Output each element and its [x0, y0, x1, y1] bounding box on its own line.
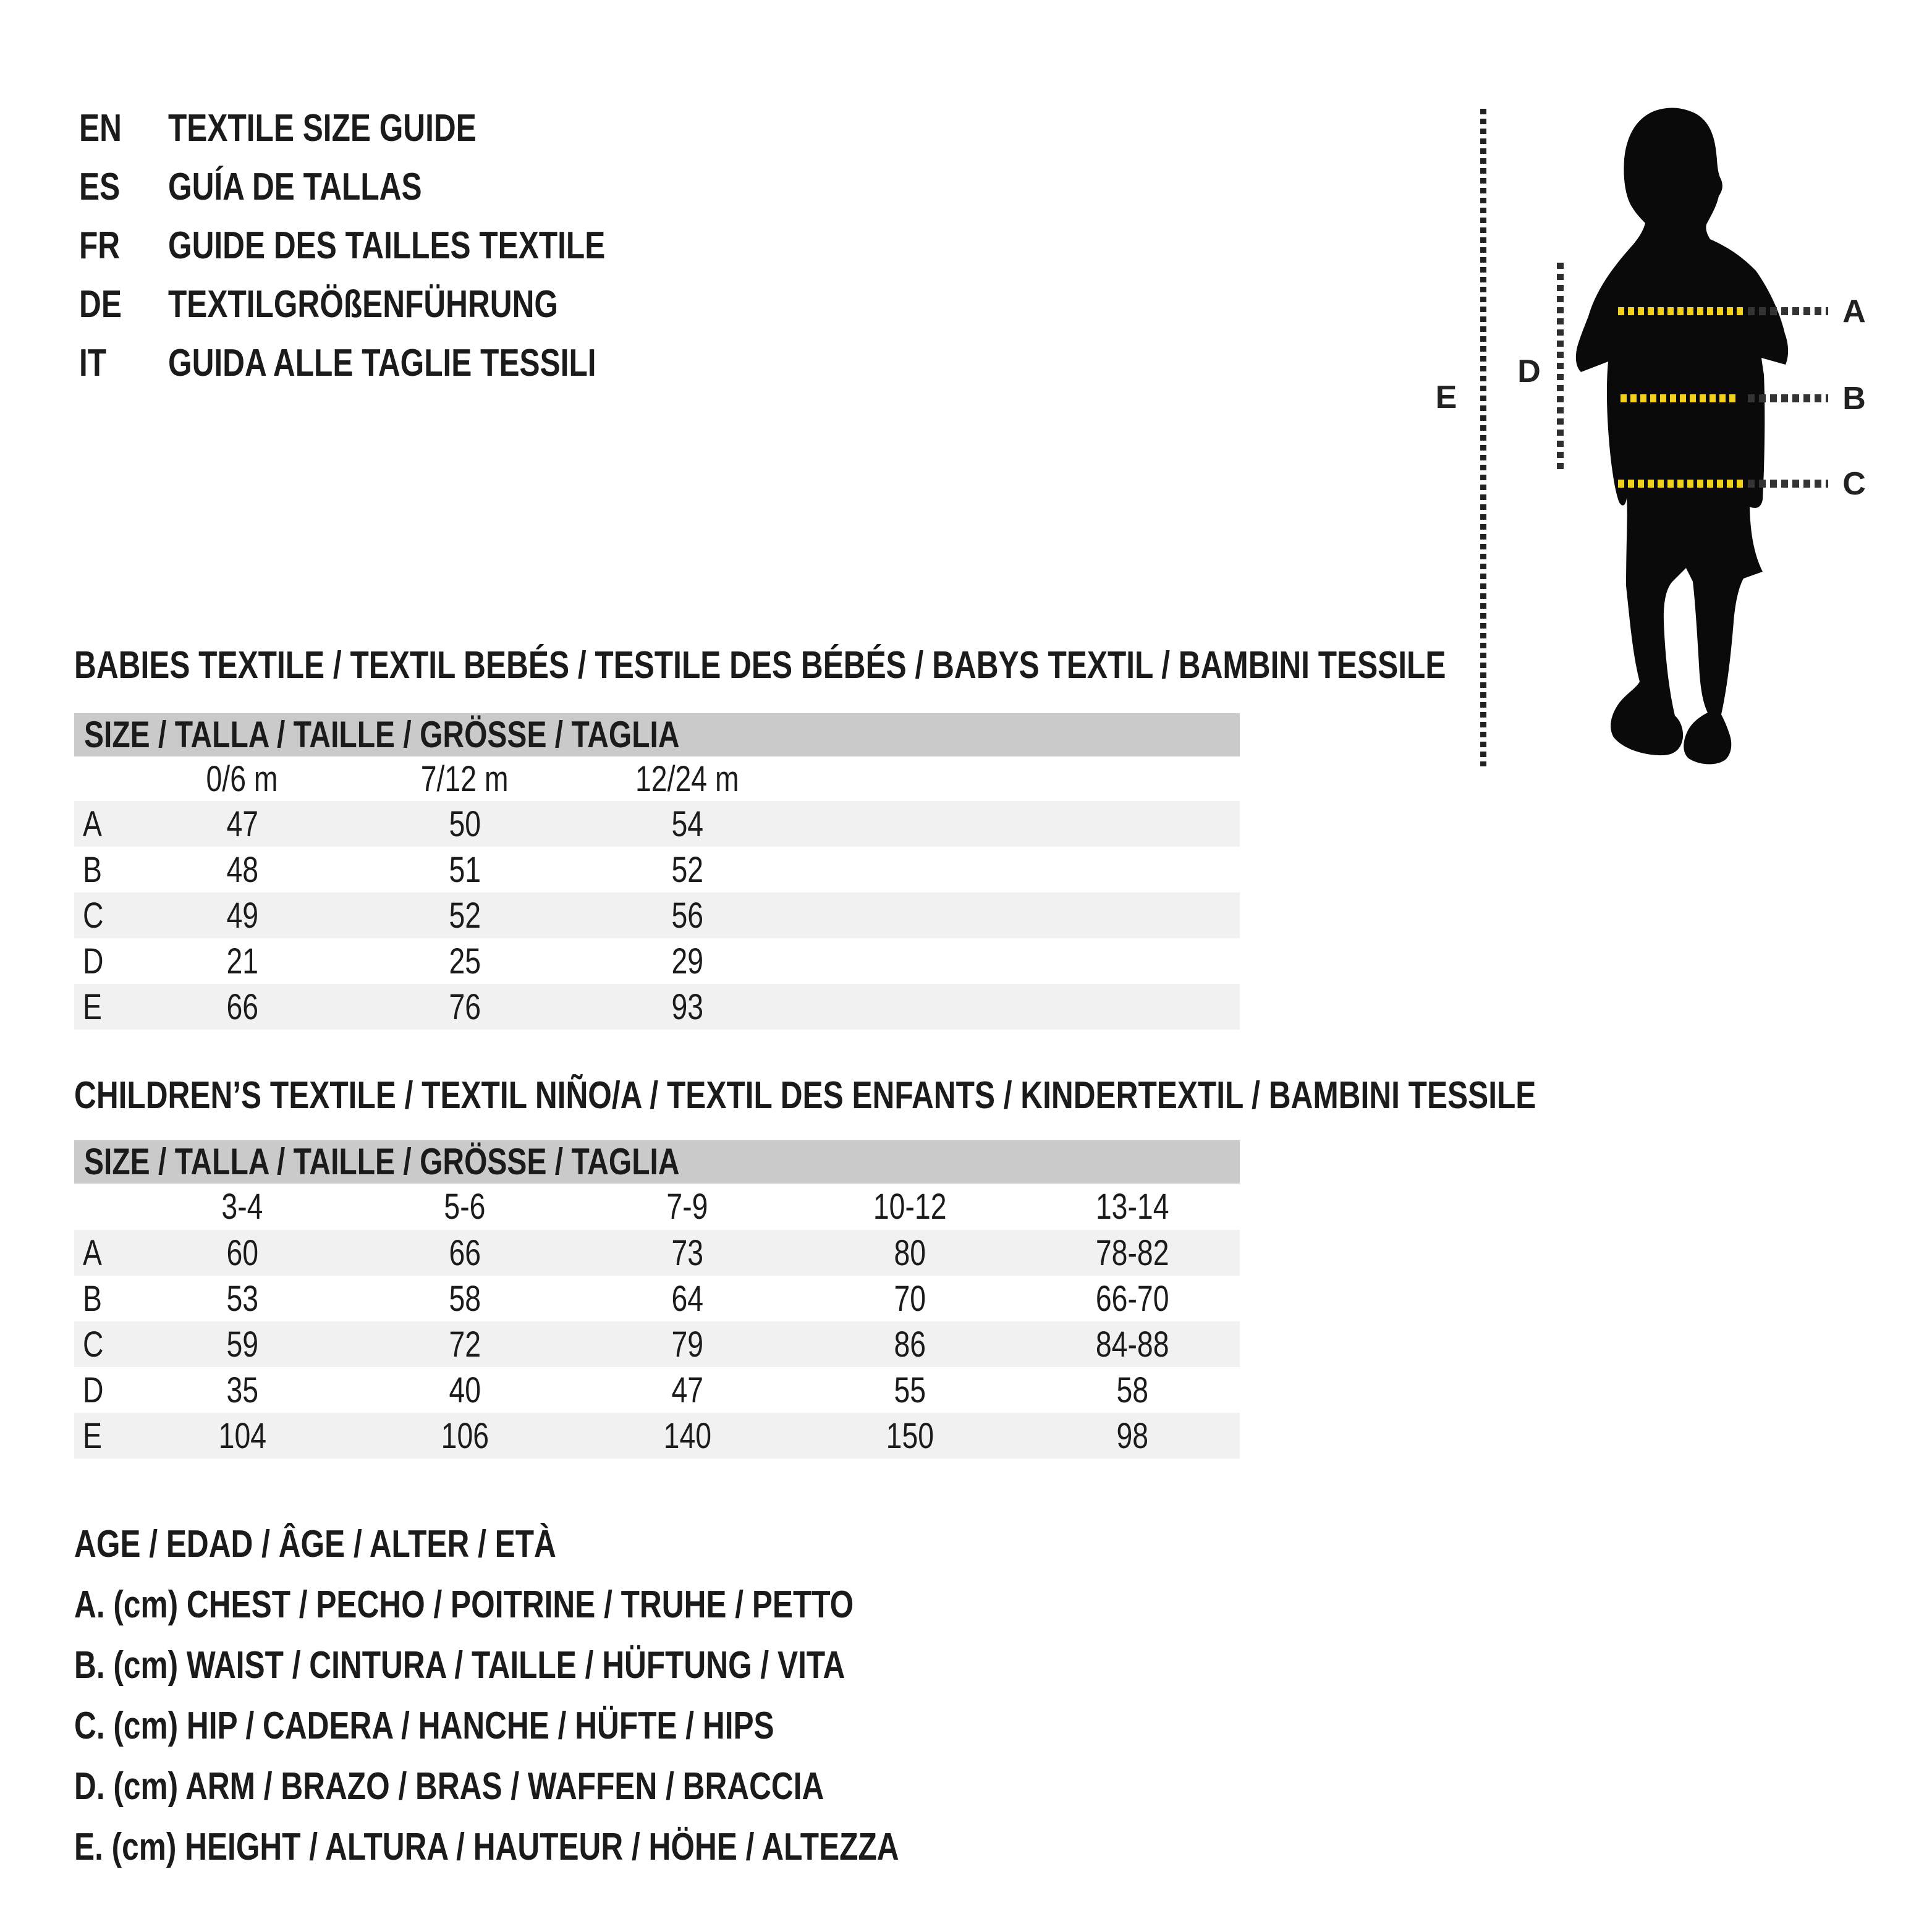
cell: 72 [449, 1324, 481, 1365]
row-label: C [83, 1324, 104, 1365]
column-header: 0/6 m [206, 758, 279, 799]
column-header: 10-12 [873, 1187, 947, 1227]
cell: 150 [886, 1415, 934, 1456]
language-code: IT [79, 342, 107, 384]
cell: 47 [671, 1370, 703, 1410]
language-code: EN [79, 107, 122, 150]
cell: 93 [671, 986, 703, 1027]
language-title: GUÍA DE TALLAS [168, 166, 422, 208]
language-title: GUIDA ALLE TAGLIE TESSILI [168, 342, 596, 384]
children-table-row-b [74, 1276, 1240, 1321]
language-title: GUIDE DES TAILLES TEXTILE [168, 224, 606, 267]
cell: 25 [449, 941, 481, 981]
row-label: A [83, 1232, 102, 1273]
language-row-de [79, 285, 656, 324]
cell: 70 [894, 1278, 926, 1319]
cell: 29 [671, 941, 703, 981]
cell: 47 [226, 803, 258, 844]
babies-table-row-d [74, 938, 1240, 984]
cell: 48 [226, 849, 258, 890]
legend-hip: C. (cm) HIP / CADERA / HANCHE / HÜFTE / HIPS [74, 1705, 774, 1747]
measure-label-b: B [1842, 381, 1866, 417]
children-column-header-row [74, 1184, 1240, 1230]
measure-label-c: C [1842, 466, 1866, 502]
legend-waist: B. (cm) WAIST / CINTURA / TAILLE / HÜFTUNG / VITA [74, 1644, 845, 1687]
cell: 78-82 [1095, 1232, 1169, 1273]
language-row-en [79, 109, 554, 148]
cell: 35 [226, 1370, 258, 1410]
cell: 52 [449, 895, 481, 936]
cell: 73 [671, 1232, 703, 1273]
children-section-title: CHILDREN’S TEXTILE / TEXTIL NIÑO/A / TEXTIL DES ENFANTS / KINDERTEXTIL / BAMBINI TESSILE [74, 1074, 1536, 1117]
cell: 51 [449, 849, 481, 890]
children-table-row-d [74, 1367, 1240, 1413]
column-header: 7-9 [666, 1187, 708, 1227]
row-label: A [83, 803, 102, 844]
measure-label-e: E [1435, 379, 1457, 415]
cell: 55 [894, 1370, 926, 1410]
row-label: C [83, 895, 104, 936]
row-label: D [83, 1370, 104, 1410]
children-size-header-bar: SIZE / TALLA / TAILLE / GRÖSSE / TAGLIA [74, 1140, 1240, 1184]
cell: 140 [663, 1415, 711, 1456]
babies-section-title: BABIES TEXTILE / TEXTIL BEBÉS / TESTILE DES BÉBÉS / BABYS TEXTIL / BAMBINI TESSILE [74, 644, 1446, 687]
babies-table-row-b [74, 847, 1240, 892]
legend-height: E. (cm) HEIGHT / ALTURA / HAUTEUR / HÖHE / ALTEZZA [74, 1826, 899, 1868]
cell: 66 [226, 986, 258, 1027]
babies-table-row-a [74, 801, 1240, 847]
cell: 49 [226, 895, 258, 936]
legend-age: AGE / EDAD / ÂGE / ALTER / ETÀ [74, 1523, 556, 1566]
cell: 86 [894, 1324, 926, 1365]
row-label: E [83, 1415, 102, 1456]
cell: 50 [449, 803, 481, 844]
cell: 66-70 [1095, 1278, 1169, 1319]
hip-measure-leader-c [1748, 480, 1828, 488]
cell: 98 [1116, 1415, 1148, 1456]
cell: 76 [449, 986, 481, 1027]
children-table-row-c [74, 1321, 1240, 1367]
babies-column-header-row [74, 756, 1240, 801]
measure-label-a: A [1842, 294, 1866, 329]
cell: 59 [226, 1324, 258, 1365]
children-table-row-a [74, 1230, 1240, 1276]
chest-measure-leader-a [1748, 307, 1828, 315]
children-table-row-e [74, 1413, 1240, 1459]
cell: 64 [671, 1278, 703, 1319]
babies-table-row-e [74, 984, 1240, 1030]
cell: 52 [671, 849, 703, 890]
column-header: 12/24 m [635, 758, 739, 799]
column-header: 5-6 [444, 1187, 486, 1227]
babies-size-header-bar: SIZE / TALLA / TAILLE / GRÖSSE / TAGLIA [74, 713, 1240, 756]
cell: 80 [894, 1232, 926, 1273]
cell: 79 [671, 1324, 703, 1365]
cell: 54 [671, 803, 703, 844]
language-code: ES [79, 166, 121, 208]
row-label: B [83, 1278, 102, 1319]
arm-measure-dotted-line-d [1557, 263, 1564, 473]
waist-measure-leader-b [1748, 394, 1828, 402]
hip-measure-line-c [1618, 480, 1745, 488]
row-label: E [83, 986, 102, 1027]
language-code: DE [79, 283, 122, 326]
cell: 58 [449, 1278, 481, 1319]
cell: 40 [449, 1370, 481, 1410]
row-label: D [83, 941, 104, 981]
language-row-es [79, 167, 485, 207]
language-title: TEXTILGRÖßENFÜHRUNG [168, 283, 558, 326]
cell: 66 [449, 1232, 481, 1273]
column-header: 3-4 [221, 1187, 263, 1227]
measure-label-d: D [1517, 354, 1541, 389]
cell: 106 [441, 1415, 489, 1456]
cell: 58 [1116, 1370, 1148, 1410]
cell: 53 [226, 1278, 258, 1319]
cell: 104 [218, 1415, 266, 1456]
cell: 60 [226, 1232, 258, 1273]
cell: 56 [671, 895, 703, 936]
babies-table-row-c [74, 892, 1240, 938]
legend-chest: A. (cm) CHEST / PECHO / POITRINE / TRUHE / PETTO [74, 1583, 854, 1626]
cell: 84-88 [1095, 1324, 1169, 1365]
waist-measure-line-b [1621, 394, 1739, 402]
row-label: B [83, 849, 102, 890]
language-code: FR [79, 224, 121, 267]
legend-arm: D. (cm) ARM / BRAZO / BRAS / WAFFEN / BRACCIA [74, 1765, 824, 1808]
column-header: 13-14 [1095, 1187, 1169, 1227]
language-row-fr [79, 226, 714, 266]
chest-measure-line-a [1618, 307, 1743, 315]
language-row-it [79, 344, 703, 383]
language-title: TEXTILE SIZE GUIDE [168, 107, 477, 150]
column-header: 7/12 m [421, 758, 509, 799]
cell: 21 [226, 941, 258, 981]
